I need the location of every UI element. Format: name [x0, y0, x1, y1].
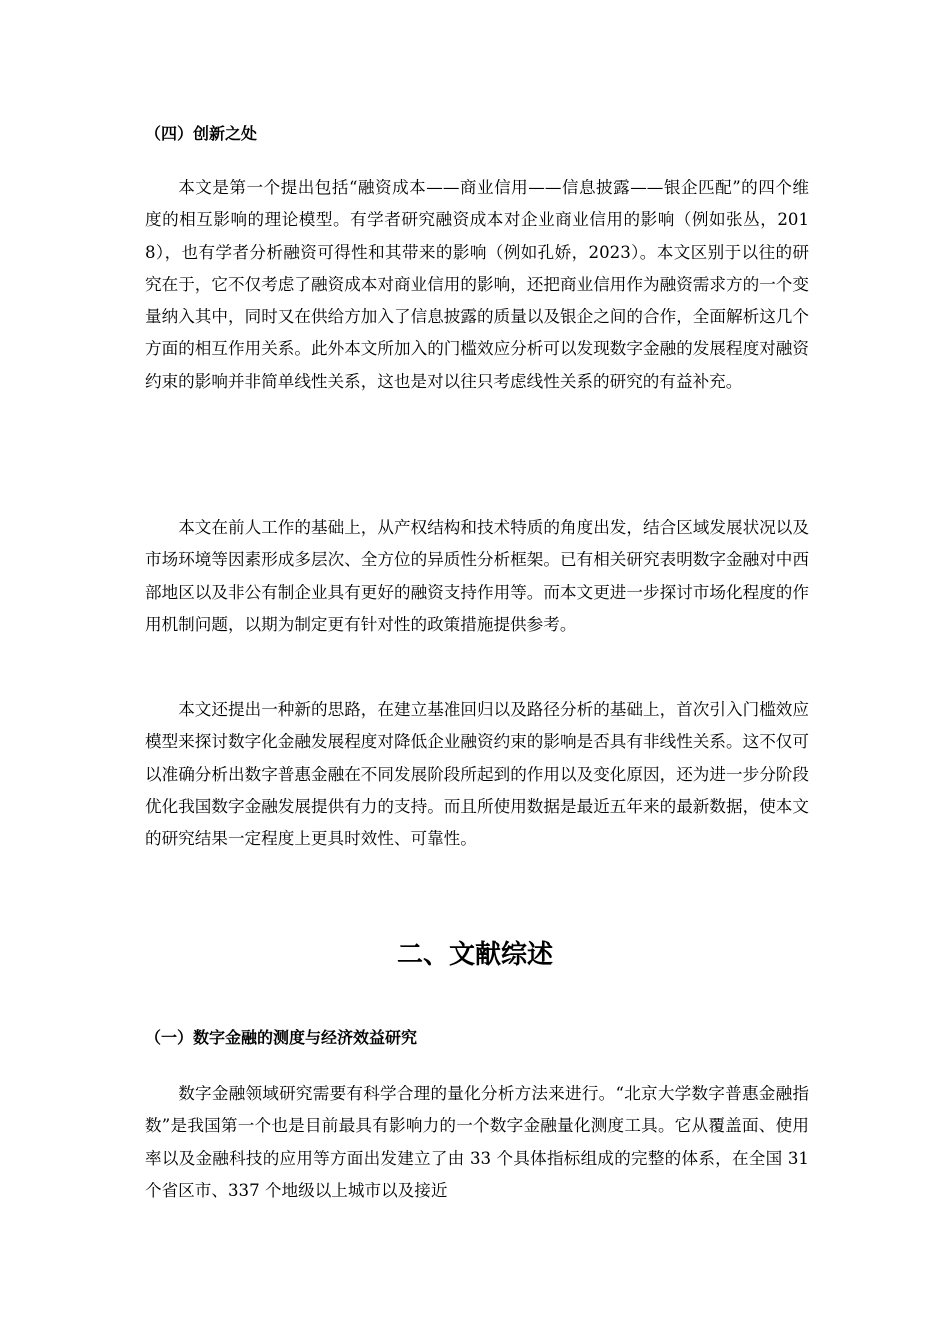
paragraph-measurement-1: 数字金融领域研究需要有科学合理的量化分析方法来进行。“北京大学数字普惠金融指数”是我国第一个也是目前最具有影响力的一个数字金融量化测度工具。它从覆盖面、使用率以及金融科技的应用等方面出发建立了由 33 个具体指标组成的完整的体系，在全国 31 个省区市、337 个地级以上城市以及接近	[145, 1084, 809, 1200]
paragraph-innovation-3: 本文还提出一种新的思路，在建立基准回归以及路径分析的基础上，首次引入门槛效应模型来探讨数字化金融发展程度对降低企业融资约束的影响是否具有非线性关系。这不仅可以准确分析出数字普惠金融在不同发展阶段所起到的作用以及变化原因，还为进一步分阶段优化我国数字金融发展提供有力的支持。而且所使用数据是最近五年来的最新数据，使本文的研究结果一定程度上更具时效性、可靠性。	[145, 700, 809, 849]
paragraph-innovation-2: 本文在前人工作的基础上，从产权结构和技术特质的角度出发，结合区域发展状况以及市场环境等因素形成多层次、全方位的异质性分析框架。已有相关研究表明数字金融对中西部地区以及非公有制企业具有更好的融资支持作用等。而本文更进一步探讨市场化程度的作用机制问题，以期为制定更有针对性的政策措施提供参考。	[145, 518, 809, 634]
section-heading-innovation: （四）创新之处	[145, 124, 258, 143]
section-heading-measurement: （一）数字金融的测度与经济效益研究	[145, 1028, 418, 1047]
chapter-title-literature-review: 二、文献综述	[396, 940, 553, 970]
paragraph-innovation-1: 本文是第一个提出包括“融资成本——商业信用——信息披露——银企匹配”的四个维度的相互影响的理论模型。有学者研究融资成本对企业商业信用的影响（例如张丛，2018），也有学者分析融资可得性和其带来的影响（例如孔娇，2023）。本文区别于以往的研究在于，它不仅考虑了融资成本对商业信用的影响，还把商业信用作为融资需求方的一个变量纳入其中，同时又在供给方加入了信息披露的质量以及银企之间的合作，全面解析这几个方面的相互作用关系。此外本文所加入的门槛效应分析可以发现数字金融的发展程度对融资约束的影响并非简单线性关系，这也是对以往只考虑线性关系的研究的有益补充。	[145, 178, 809, 391]
